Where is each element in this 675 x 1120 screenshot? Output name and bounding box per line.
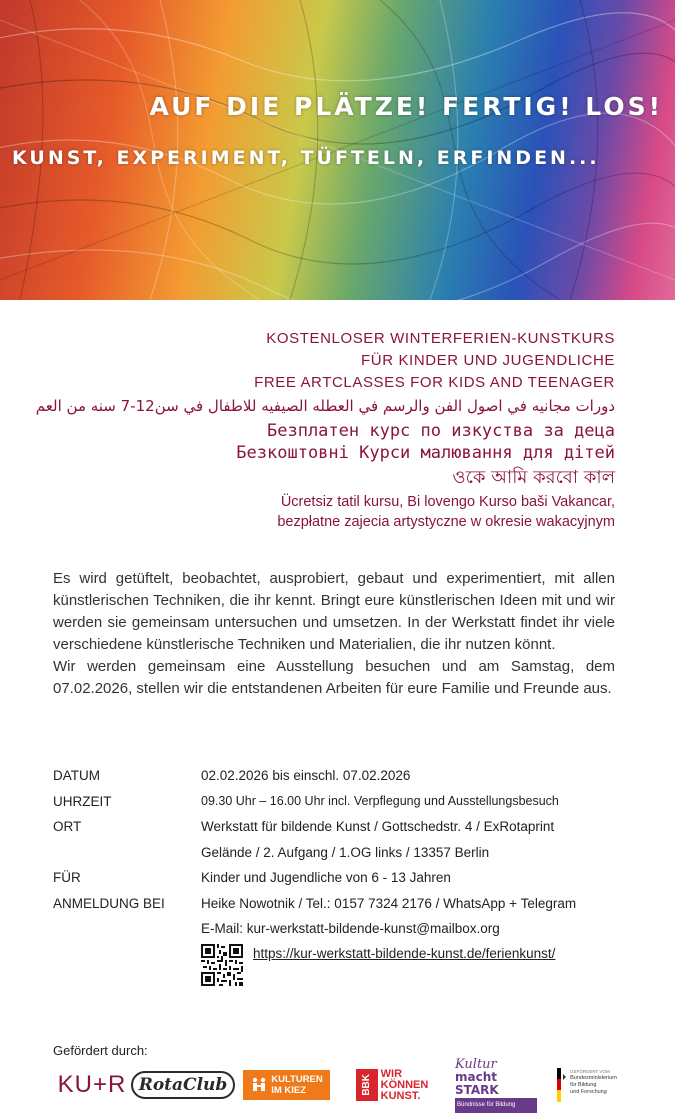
location-value-2: Gelände / 2. Aufgang / 1.OG links / 13357 Berlin [201,844,490,860]
header-line-bulgarian: Безплатен курс по изкуства за деца [267,421,615,441]
hero-banner [0,0,675,300]
rotaclub-logo: RotaClub [139,1062,227,1108]
bmbf-logo: GEFÖRDERT VOM Bundesministerium für Bildung und Forschung [551,1062,623,1108]
kulturen-im-kiez-logo: KULTUREN IM KIEZ [243,1062,330,1108]
header-line-german-2: FÜR KINDER UND JUGENDLICHE [361,352,615,369]
location-label: ORT [53,819,82,835]
info-row-audience [53,865,623,891]
header-line-arabic: دورات مجانيه في اصول الفن والرسم في العطله الصيفيه للاطفال في سن12-7 سنه من العم [35,397,615,415]
sponsor-logos [53,1056,623,1108]
event-info [53,763,623,986]
kultur-macht-stark-logo: Kultur macht STARK Bündnisse für Bildung [455,1062,537,1108]
registration-contact: Heike Nowotnik / Tel.: 0157 7324 2176 / WhatsApp + Telegram [201,895,577,911]
registration-label: ANMELDUNG BEI [53,895,165,911]
info-row-location [53,814,623,840]
german-flag-icon [557,1068,567,1102]
info-row-date [53,763,623,789]
description-paragraph-1: Es wird getüftelt, beobachtet, ausprobiert, gebaut und experimentiert, mit allen künstlerischen Techniken, die ihr kennt. Bringt eure künstlerischen Ideen mit und wir werden sie gemeinsam untersuchen und umsetzen. In der Werkstatt findet ihr viele verschiedene künstlerische Techniken und Materialien, die ihr nutzen könnt. [53,570,615,653]
date-label: DATUM [53,768,100,784]
info-row-email [53,916,623,942]
sponsors-label: Gefördert durch: [53,1043,148,1058]
kur-logo: KU+R [57,1071,127,1098]
info-row-time [53,789,623,815]
description-paragraph-2: Wir werden gemeinsam eine Ausstellung besuchen und am Samstag, dem 07.02.2026, stellen wir die entstandenen Arbeiten für eure Familie und Freunde aus. [53,658,615,697]
header-line-turkish: Ücretsiz tatil kursu, Bi lovengo Kurso baši Vakancar, [280,494,615,510]
qr-code-icon[interactable] [201,944,243,986]
header-line-polish: bezpłatne zajecia artystyczne w okresie wakacyjnym [277,514,615,530]
header-line-ukrainian: Безкоштовні Курси малювання для дітей [236,443,615,463]
registration-email[interactable]: E-Mail: kur-werkstatt-bildende-kunst@mailbox.org [201,921,500,937]
people-icon [250,1076,268,1094]
header-line-bengali: ওকে আমি করবো কাল [452,467,615,488]
header-line-english: FREE ARTCLASSES FOR KIDS AND TEENAGER [254,374,615,391]
audience-value: Kinder und Jugendliche von 6 - 13 Jahren [201,870,451,886]
header-line-german-1: KOSTENLOSER WINTERFERIEN-KUNSTKURS [266,330,615,347]
audience-label: FÜR [53,870,81,886]
info-row-registration [53,891,623,917]
course-link[interactable]: https://kur-werkstatt-bildende-kunst.de/ferienkunst/ [253,945,556,961]
multilingual-header [25,328,615,532]
hero-title: AUF DIE PLÄTZE! FERTIG! LOS! [149,92,663,121]
bbk-wir-koennen-kunst-logo: BBK WIR KÖNNEN KUNST. [345,1062,439,1108]
time-value: 09.30 Uhr – 16.00 Uhr incl. Verpflegung und Ausstellungsbesuch [201,794,559,809]
description [53,568,615,700]
qr-link-row [53,944,623,986]
hero-subtitle: KUNST, EXPERIMENT, TÜFTELN, ERFINDEN... [12,147,600,169]
date-value: 02.02.2026 bis einschl. 07.02.2026 [201,768,411,784]
location-value-1: Werkstatt für bildende Kunst / Gottschedstr. 4 / ExRotaprint [201,819,555,835]
info-row-location-2 [53,840,623,866]
time-label: UHRZEIT [53,793,112,809]
